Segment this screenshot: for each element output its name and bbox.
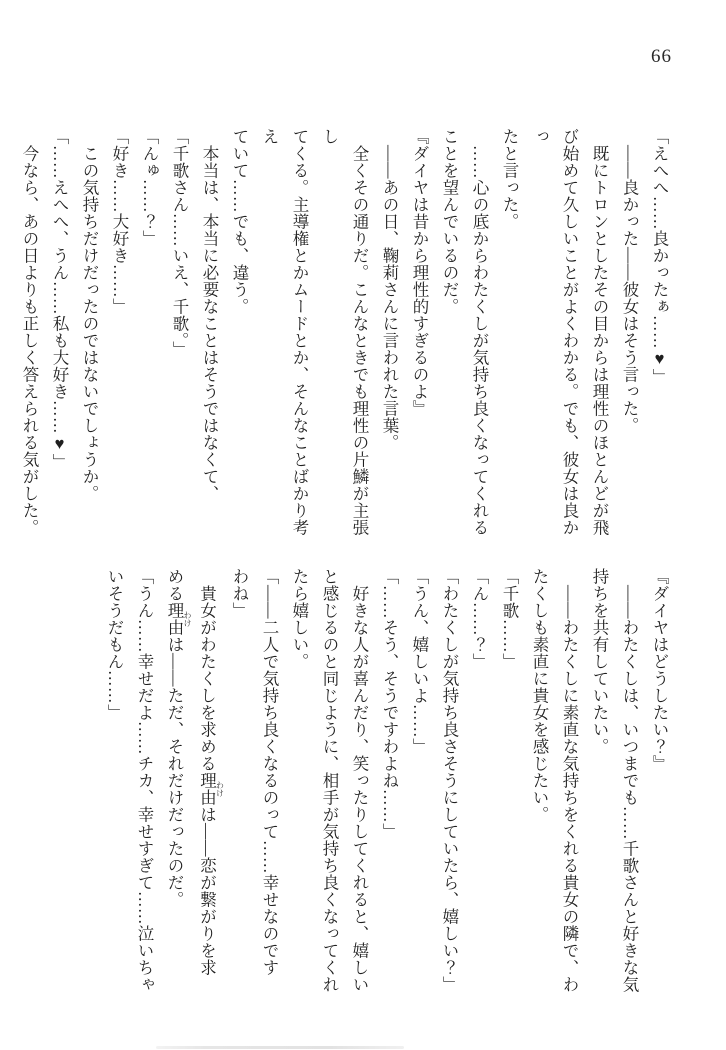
text-line: ていて……でも、違う。 bbox=[230, 128, 249, 315]
text-line: 「――二人で気持ち良くなるのって……幸せなのです bbox=[260, 568, 279, 976]
text-line: てくる。主導権とかムードとか、そんなことばかり考え bbox=[260, 128, 309, 536]
text-line: たと言った。 bbox=[500, 128, 519, 230]
text-line: 持ちを共有していたい。 bbox=[590, 568, 609, 755]
scan-artifact-line bbox=[156, 1046, 404, 1049]
text-line: 貴女がわたくしを求める理由 わけは――恋が繋がりを求 bbox=[197, 584, 225, 976]
text-line: たくしも素直に貴女を感じたい。 bbox=[530, 568, 549, 823]
text-line: 今なら、あの日よりも正しく答えられる気がした。 bbox=[20, 144, 39, 536]
text-line: 「わたくしが気持ち良さそうにしていたら、嬉しい？」 bbox=[440, 568, 459, 993]
text-line: 既にトロンとしたその目からは理性のほとんどが飛 bbox=[590, 144, 609, 536]
text-line: 「えへへ……良かったぁ……♥」 bbox=[650, 128, 669, 386]
text-line: この気持ちだけだったのではないでしょうか。 bbox=[80, 144, 99, 502]
text-line: 「……えへへ、うん……私も大好き……♥」 bbox=[50, 128, 69, 471]
text-line: 「好き……大好き……」 bbox=[110, 128, 129, 315]
text-block-upper bbox=[14, 128, 674, 548]
text-line: ――わたくしは、いつまでも……千歌さんと好きな気 bbox=[620, 584, 639, 993]
text-line: 「千歌さん……いえ、千歌。」 bbox=[170, 128, 189, 358]
text-line: ……心の底からわたくしが気持ち良くなってくれる bbox=[470, 144, 489, 536]
text-line: び始めて久しいことがよくわかる。でも、彼女は良かっ bbox=[530, 128, 579, 536]
furigana-word: 理由 わけ bbox=[197, 771, 225, 806]
text-block-lower bbox=[99, 568, 674, 1012]
text-line: める理由 わけは――ただ、それだけだったのだ。 bbox=[165, 568, 192, 908]
text-line: たら嬉しい。 bbox=[290, 568, 309, 670]
text-line: 好きな人が喜んだり、笑ったりしてくれると、嬉しい bbox=[350, 584, 369, 993]
text-line: ――わたくしに素直な気持ちをくれる貴女の隣で、わ bbox=[560, 584, 579, 993]
text-line: 「うん……幸せだよ……チカ、幸せすぎて……泣いちゃ bbox=[135, 568, 154, 993]
text-line: ことを望んでいるのだ。 bbox=[440, 128, 459, 315]
text-line: と感じるのと同じように、相手が気持ち良くなってくれ bbox=[320, 568, 339, 993]
text-line: 「んゅ……？」 bbox=[140, 128, 159, 247]
text-line: 「うん、嬉しいよ……」 bbox=[410, 568, 429, 755]
furigana-word: 理由 わけ bbox=[165, 602, 192, 636]
text-line: 「……そう、そうですわよね……」 bbox=[380, 568, 399, 840]
text-line: 『ダイヤは昔から理性的すぎるのよ』 bbox=[410, 128, 429, 417]
text-line: わね」 bbox=[230, 568, 249, 619]
text-line: 全くその通りだ。こんなときでも理性の片鱗が主張し bbox=[320, 128, 369, 536]
text-line: 「ん……？」 bbox=[470, 568, 489, 670]
text-line: いそうだもん……」 bbox=[105, 568, 124, 721]
text-line: ――あの日、鞠莉さんに言われた言葉。 bbox=[380, 144, 399, 451]
page-number: 66 bbox=[651, 46, 672, 67]
text-line: 本当は、本当に必要なことはそうではなくて、 bbox=[200, 144, 219, 502]
text-line: 『ダイヤはどうしたい？』 bbox=[650, 568, 669, 772]
text-line: ――良かった――彼女はそう言った。 bbox=[620, 144, 639, 434]
text-line: 「千歌……」 bbox=[500, 568, 519, 670]
